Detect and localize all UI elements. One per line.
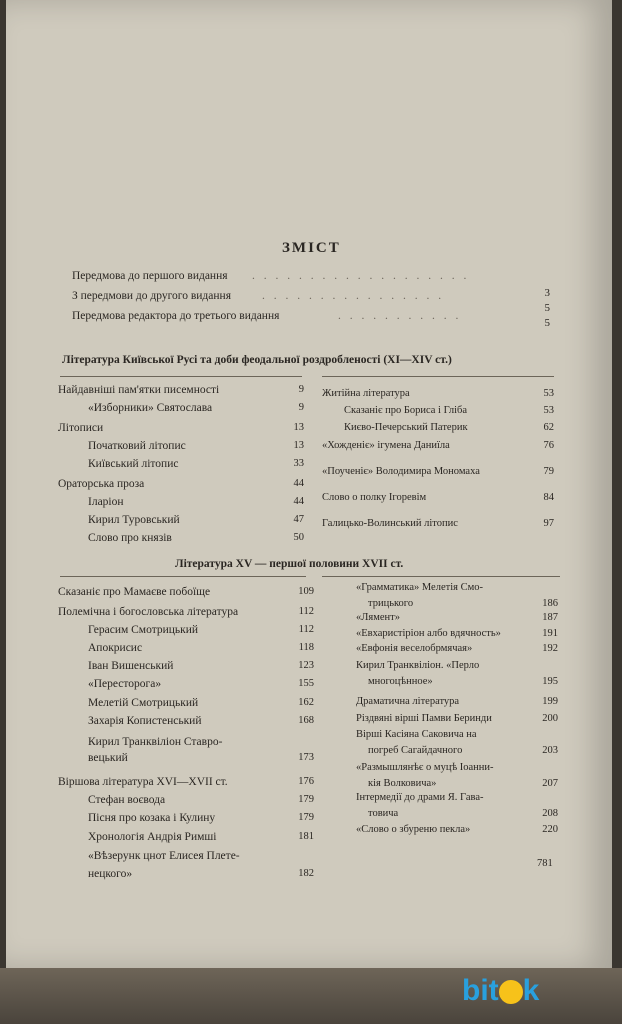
- toc-page-number: 9: [298, 384, 304, 395]
- logo-text-end: k: [522, 974, 540, 1007]
- toc-entry: Іларіон: [88, 496, 124, 508]
- toc-page-number: 155: [298, 678, 314, 689]
- toc-entry: Ораторська проза: [58, 478, 145, 490]
- toc-entry: Кирил Туровський: [88, 514, 180, 526]
- intro-entry-1: Передмова до першого видання: [72, 270, 228, 282]
- toc-entry: Сказаніє про Мамаєве побоїще: [58, 586, 211, 598]
- toc-entry: «Слово о збуреню пекла»: [356, 824, 471, 835]
- toc-page-number: 118: [298, 642, 314, 653]
- divider: [60, 376, 302, 377]
- intro-entry-2: З передмови до другого видання: [72, 290, 231, 302]
- toc-page-number: 33: [293, 458, 304, 469]
- toc-entry: нецкого»: [88, 868, 133, 880]
- toc-page-number: 44: [293, 478, 304, 489]
- intro-page-2: 3: [544, 287, 550, 299]
- toc-entry: Житійна література: [322, 388, 410, 399]
- toc-page-number: 44: [293, 496, 304, 507]
- toc-entry: товича: [368, 808, 399, 819]
- toc-entry: Слово про князів: [88, 532, 172, 544]
- toc-page-number: 182: [298, 868, 314, 879]
- toc-page-number: 207: [542, 778, 558, 789]
- toc-entry: «Поученіє» Володимира Мономаха: [322, 466, 480, 477]
- toc-page-number: 76: [543, 440, 554, 451]
- toc-page-number: 97: [543, 518, 554, 529]
- toc-entry: Сказаніє про Бориса і Гліба: [344, 405, 468, 416]
- page-number: 781: [537, 858, 553, 869]
- toc-page-number: 13: [293, 440, 304, 451]
- toc-page-number: 84: [543, 492, 554, 503]
- toc-page-number: 186: [542, 598, 558, 609]
- toc-entry: «Вѣзерунк цнот Елисея Плете-: [88, 850, 240, 862]
- toc-entry: «Евхаристіріон албо вдячность»: [356, 628, 501, 639]
- leader-dots: . . . . . . . . . . . . . . . .: [262, 290, 445, 302]
- toc-entry: «Изборники» Святослава: [88, 402, 213, 414]
- section-heading-2: Література XV — першої половини XVII ст.: [175, 558, 404, 570]
- leader-dots: . . . . . . . . . . .: [338, 310, 462, 322]
- toc-entry: Віршова література XVI—XVII ст.: [58, 776, 228, 788]
- toc-page-number: 173: [298, 752, 314, 763]
- toc-entry: «Грамматика» Мелетія Смо-: [356, 582, 483, 593]
- toc-entry: Вірші Касіяна Саковича на: [356, 729, 477, 740]
- toc-entry: Початковий літопис: [88, 440, 186, 452]
- toc-entry: Літописи: [58, 422, 104, 434]
- toc-entry: «Хожденіє» ігумена Даниїла: [322, 440, 450, 451]
- divider: [60, 576, 306, 577]
- toc-page-number: 192: [542, 643, 558, 654]
- toc-entry: Драматична література: [356, 696, 460, 707]
- toc-page-number: 220: [542, 824, 558, 835]
- toc-page-number: 62: [543, 422, 554, 433]
- toc-page-number: 13: [293, 422, 304, 433]
- bitok-logo: [462, 974, 539, 1008]
- toc-page-number: 47: [293, 514, 304, 525]
- toc-page-number: 112: [298, 606, 314, 617]
- toc-entry: многоцѣнное»: [368, 676, 433, 687]
- toc-entry: Полемічна і богословська література: [58, 606, 239, 618]
- toc-page-number: 9: [298, 402, 304, 413]
- intro-page-4: 5: [544, 317, 550, 329]
- toc-page-number: 53: [543, 405, 554, 416]
- section-heading-1: Література Київської Русі та доби феодальної роздробленості (XI—XIV ст.): [62, 354, 452, 366]
- toc-page-number: 168: [298, 715, 314, 726]
- toc-entry: вецький: [88, 752, 128, 764]
- toc-entry: Галицько-Волинський літопис: [322, 518, 458, 529]
- toc-entry: Найдавніші пам'ятки писемності: [58, 384, 220, 396]
- toc-entry: «Лямент»: [356, 612, 400, 623]
- toc-entry: Пісня про козака і Кулину: [88, 812, 216, 824]
- toc-page-number: 179: [298, 794, 314, 805]
- toc-page-number: 200: [542, 713, 558, 724]
- toc-entry: Слово о полку Ігоревім: [322, 492, 427, 503]
- toc-page-number: 203: [542, 745, 558, 756]
- toc-page-number: 191: [542, 628, 558, 639]
- toc-page-number: 79: [543, 466, 554, 477]
- toc-page-number: 50: [293, 532, 304, 543]
- toc-entry: «Евфонія веселобрмячая»: [356, 643, 473, 654]
- intro-page-3: 5: [544, 302, 550, 314]
- toc-entry: погреб Сагайдачного: [368, 745, 463, 756]
- toc-entry: Київський літопис: [88, 458, 179, 470]
- divider: [322, 576, 560, 577]
- toc-page-number: 53: [543, 388, 554, 399]
- toc-entry: Інтермедії до драми Я. Гава-: [356, 792, 484, 803]
- toc-entry: Хронологія Андрія Римші: [88, 831, 217, 843]
- toc-page-number: 179: [298, 812, 314, 823]
- toc-entry: Кирил Транквіліон. «Перло: [356, 660, 480, 671]
- toc-page-number: 176: [298, 776, 314, 787]
- toc-title: ЗМІСТ: [282, 240, 341, 256]
- toc-entry: Герасим Смотрицький: [88, 624, 199, 636]
- intro-entry-3: Передмова редактора до третього видання: [72, 310, 280, 322]
- leader-dots: . . . . . . . . . . . . . . . . . . .: [252, 270, 470, 282]
- logo-hand-icon: [499, 980, 523, 1004]
- toc-entry: трицького: [368, 598, 414, 609]
- toc-page-number: 187: [542, 612, 558, 623]
- toc-page-number: 112: [298, 624, 314, 635]
- toc-entry: Апокрисис: [88, 642, 143, 654]
- toc-entry: «Пересторога»: [88, 678, 162, 690]
- toc-page-number: 181: [298, 831, 314, 842]
- toc-page-number: 208: [542, 808, 558, 819]
- toc-entry: Кирил Транквіліон Ставро-: [88, 736, 223, 748]
- toc-page-number: 109: [298, 586, 314, 597]
- toc-page-number: 195: [542, 676, 558, 687]
- logo-text: bit: [462, 974, 499, 1007]
- toc-page-number: 162: [298, 697, 314, 708]
- divider: [322, 376, 554, 377]
- toc-entry: Стефан воєвода: [88, 794, 166, 806]
- toc-page-number: 123: [298, 660, 314, 671]
- toc-entry: Захарія Копистенський: [88, 715, 202, 727]
- toc-entry: Різдвяні вірші Памви Беринди: [356, 713, 492, 724]
- toc-entry: Мелетій Смотрицький: [88, 697, 199, 709]
- toc-entry: кія Волковича»: [368, 778, 437, 789]
- toc-page-number: 199: [542, 696, 558, 707]
- toc-entry: Києво-Печерський Патерик: [344, 422, 468, 433]
- toc-entry: Іван Вишенський: [88, 660, 174, 672]
- toc-entry: «Размышлянѣє о муцѣ Іоанни-: [356, 762, 494, 773]
